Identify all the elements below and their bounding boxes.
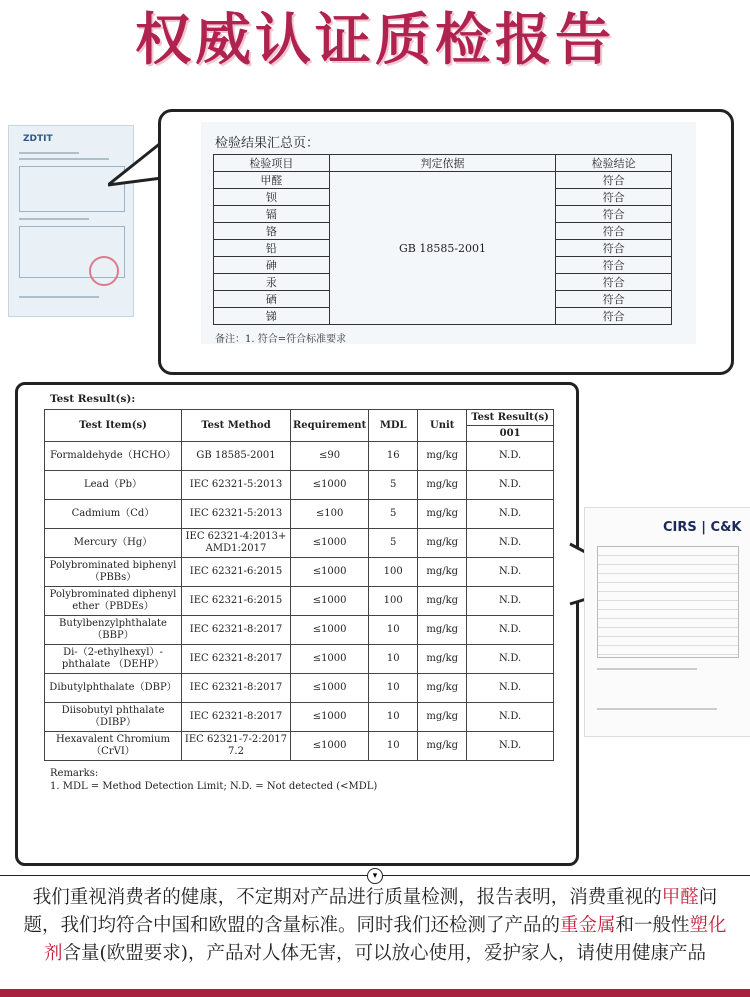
test-mdl: 10: [369, 703, 418, 732]
test-result: N.D.: [467, 645, 554, 674]
test-unit: mg/kg: [418, 471, 467, 500]
test-item: Diisobutyl phthalate（DIBP）: [45, 703, 182, 732]
test-requirement: ≤1000: [291, 645, 369, 674]
test-mdl: 5: [369, 471, 418, 500]
test-mdl: 5: [369, 500, 418, 529]
summary-item: 镉: [214, 206, 330, 223]
test-mdl: 10: [369, 732, 418, 761]
summary-item: 铬: [214, 223, 330, 240]
test-table: [44, 409, 554, 761]
test-row: [45, 732, 554, 761]
remarks-label: Remarks:: [50, 768, 99, 779]
test-item: Lead（Pb）: [45, 471, 182, 500]
summary-callout: [158, 109, 734, 375]
test-method: IEC 62321-8:2017: [182, 616, 291, 645]
summary-basis: GB 18585-2001: [329, 172, 556, 325]
test-requirement: ≤1000: [291, 703, 369, 732]
test-method: GB 18585-2001: [182, 442, 291, 471]
test-requirement: ≤1000: [291, 529, 369, 558]
test-unit: mg/kg: [418, 616, 467, 645]
test-item: Polybrominated biphenyl （PBBs）: [45, 558, 182, 587]
summary-row: [214, 172, 672, 189]
test-method: IEC 62321-6:2015: [182, 587, 291, 616]
test-method: IEC 62321-5:2013: [182, 471, 291, 500]
summary-conclusion: 符合: [556, 274, 672, 291]
footer-bar: [0, 989, 750, 997]
test-result: N.D.: [467, 471, 554, 500]
test-method: IEC 62321-8:2017: [182, 703, 291, 732]
test-header: Test Item(s): [45, 410, 182, 442]
highlight-plasticizer: 塑化剂: [44, 915, 727, 964]
test-requirement: ≤1000: [291, 587, 369, 616]
test-mdl: 16: [369, 442, 418, 471]
test-row: [45, 645, 554, 674]
test-result: N.D.: [467, 674, 554, 703]
summary-conclusion: 符合: [556, 257, 672, 274]
summary-item: 汞: [214, 274, 330, 291]
summary-header: 判定依据: [329, 155, 556, 172]
summary-heading: 检验结果汇总页：: [215, 136, 320, 151]
test-unit: mg/kg: [418, 558, 467, 587]
page-title: 权威认证质检报告: [135, 8, 615, 73]
highlight-heavy-metals: 重金属: [559, 915, 616, 936]
test-result: N.D.: [467, 616, 554, 645]
test-result: N.D.: [467, 587, 554, 616]
thumb-brand: ZDTIT: [23, 134, 53, 144]
test-unit: mg/kg: [418, 587, 467, 616]
summary-item: 钡: [214, 189, 330, 206]
test-heading: Test Result(s):: [50, 393, 136, 405]
test-unit: mg/kg: [418, 703, 467, 732]
test-row: [45, 587, 554, 616]
test-header: Requirement: [291, 410, 369, 442]
test-result: N.D.: [467, 442, 554, 471]
remarks-text: 1. MDL = Method Detection Limit; N.D. = Not detected (<MDL): [50, 781, 378, 792]
test-mdl: 100: [369, 558, 418, 587]
test-requirement: ≤1000: [291, 558, 369, 587]
test-item: Cadmium（Cd）: [45, 500, 182, 529]
test-method: IEC 62321-6:2015: [182, 558, 291, 587]
summary-conclusion: 符合: [556, 206, 672, 223]
test-result: N.D.: [467, 558, 554, 587]
test-unit: mg/kg: [418, 442, 467, 471]
summary-header: 检验结论: [556, 155, 672, 172]
summary-item: 甲醛: [214, 172, 330, 189]
test-mdl: 100: [369, 587, 418, 616]
test-result: N.D.: [467, 732, 554, 761]
test-row: [45, 558, 554, 587]
test-requirement: ≤100: [291, 500, 369, 529]
test-requirement: ≤90: [291, 442, 369, 471]
test-unit: mg/kg: [418, 732, 467, 761]
test-method: IEC 62321-5:2013: [182, 500, 291, 529]
test-mdl: 10: [369, 674, 418, 703]
test-header: Unit: [418, 410, 467, 442]
test-requirement: ≤1000: [291, 616, 369, 645]
summary-conclusion: 符合: [556, 240, 672, 257]
test-mdl: 10: [369, 645, 418, 674]
test-item: Di-（2-ethylhexyl）-phthalate （DEHP）: [45, 645, 182, 674]
summary-item: 锑: [214, 308, 330, 325]
cirs-logo: CIRS | C&K: [663, 520, 742, 535]
test-header: 001: [467, 426, 554, 442]
test-row: [45, 471, 554, 500]
test-item: Butylbenzylphthalate（BBP）: [45, 616, 182, 645]
test-item: Hexavalent Chromium （CrVI）: [45, 732, 182, 761]
summary-item: 硒: [214, 291, 330, 308]
test-unit: mg/kg: [418, 645, 467, 674]
test-mdl: 5: [369, 529, 418, 558]
test-row: [45, 616, 554, 645]
test-result: N.D.: [467, 703, 554, 732]
test-result: N.D.: [467, 529, 554, 558]
test-row: [45, 500, 554, 529]
test-method: IEC 62321-4:2013+ AMD1:2017: [182, 529, 291, 558]
callout-pointer-1: [108, 140, 164, 200]
summary-conclusion: 符合: [556, 308, 672, 325]
summary-document: [201, 122, 696, 344]
summary-item: 铅: [214, 240, 330, 257]
summary-conclusion: 符合: [556, 172, 672, 189]
test-requirement: ≤1000: [291, 674, 369, 703]
test-item: Formaldehyde（HCHO）: [45, 442, 182, 471]
test-result-callout: [15, 382, 579, 866]
test-method: IEC 62321-8:2017: [182, 645, 291, 674]
test-header: MDL: [369, 410, 418, 442]
test-row: [45, 442, 554, 471]
test-result: N.D.: [467, 500, 554, 529]
summary-conclusion: 符合: [556, 291, 672, 308]
summary-table: [213, 154, 672, 325]
test-item: Dibutylphthalate（DBP）: [45, 674, 182, 703]
test-item: Mercury（Hg）: [45, 529, 182, 558]
summary-header: 检验项目: [214, 155, 330, 172]
test-method: IEC 62321-7-2:2017 7.2: [182, 732, 291, 761]
test-unit: mg/kg: [418, 674, 467, 703]
summary-conclusion: 符合: [556, 189, 672, 206]
report-thumbnail-cirs[interactable]: [584, 507, 750, 737]
test-unit: mg/kg: [418, 529, 467, 558]
test-item: Polybrominated diphenyl ether（PBDEs）: [45, 587, 182, 616]
description-text: 我们重视消费者的健康，不定期对产品进行质量检测，报告表明，消费重视的甲醛问题，我们均符合中国和欧盟的含量标准。同时我们还检测了产品的重金属和一般性塑化剂含量(欧盟要求)，产品对人体无害，可以放心使用，爱护家人，请使用健康产品: [23, 887, 727, 964]
chevron-down-icon: ▾: [367, 868, 383, 884]
test-method: IEC 62321-8:2017: [182, 674, 291, 703]
test-result-document: [36, 393, 558, 793]
test-row: [45, 674, 554, 703]
test-row: [45, 703, 554, 732]
test-requirement: ≤1000: [291, 732, 369, 761]
test-header: Test Result(s): [467, 410, 554, 426]
seal-icon: [89, 256, 119, 286]
summary-item: 砷: [214, 257, 330, 274]
test-header: Test Method: [182, 410, 291, 442]
highlight-formaldehyde: 甲醛: [661, 887, 699, 908]
summary-note: 备注：1. 符合=符合标准要求: [215, 334, 347, 345]
summary-conclusion: 符合: [556, 223, 672, 240]
test-mdl: 10: [369, 616, 418, 645]
test-unit: mg/kg: [418, 500, 467, 529]
test-row: [45, 529, 554, 558]
test-requirement: ≤1000: [291, 471, 369, 500]
